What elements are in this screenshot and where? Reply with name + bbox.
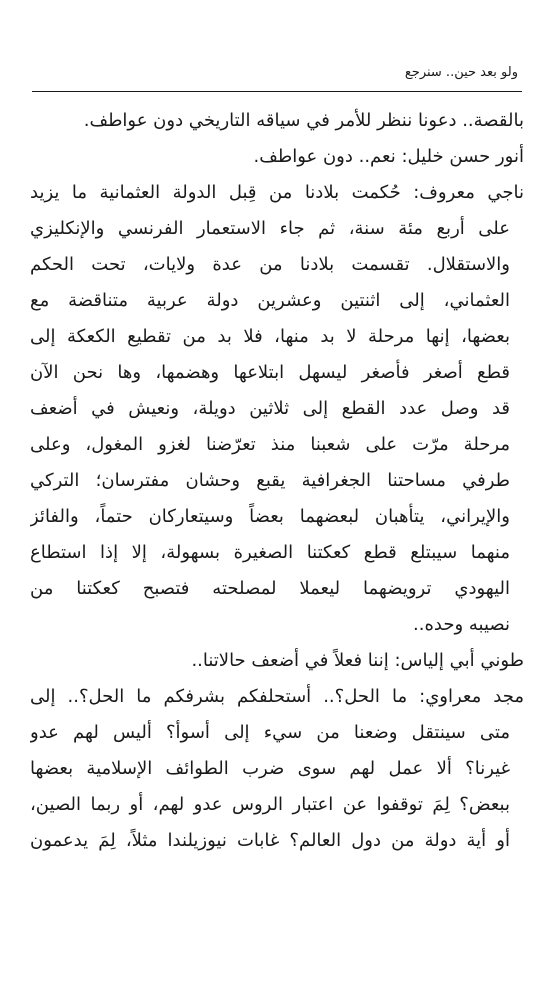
- text-line: مجد معراوي: ما الحل؟.. أستحلفكم بشرفكم ما الحل؟.. إلى: [30, 686, 524, 707]
- running-header: ولو بعد حين.. سنرجع: [404, 65, 518, 80]
- body-text: [30, 103, 524, 859]
- text-line: طرفي مساحتنا الجغرافية يقبع وحشان مفترسان؛ التركي: [30, 470, 510, 491]
- header-rule: [32, 91, 522, 92]
- text-line: مرحلة مرّت على شعبنا منذ تعرّضنا لغزو المغول، وعلى: [30, 434, 510, 455]
- text-line: بالقصة.. دعونا ننظر للأمر في سياقه التاريخي دون عواطف.: [83, 110, 524, 131]
- text-line: أو أية دولة من دول العالم؟ غابات نيوزيلندا مثلاً، لِمَ يدعمون: [30, 830, 510, 851]
- text-line: طوني أبي إلياس: إننا فعلاً في أضعف حالاتنا..: [191, 650, 524, 671]
- text-line: ناجي معروف: حُكمت بلادنا من قِبل الدولة العثمانية ما يزيد: [30, 182, 524, 203]
- text-line: اليهودي ترويضهما ليعملا لمصلحته فتصبح كعكتنا من: [30, 578, 510, 599]
- text-line: نصيبه وحده..: [413, 614, 510, 635]
- text-line: منهما سيبتلع قطع كعكتنا الصغيرة بسهولة، إلا إذا استطاع: [30, 542, 510, 563]
- text-line: قد وصل عدد القطع إلى ثلاثين دويلة، ونعيش في أضعف: [30, 398, 510, 419]
- text-line: بعضها، إنها مرحلة لا بد منها، فلا بد من تقطيع الكعكة إلى: [30, 326, 510, 347]
- text-line: العثماني، إلى اثنتين وعشرين دولة عربية متناقضة مع: [30, 290, 510, 311]
- text-line: ببعض؟ لِمَ توقفوا عن اعتبار الروس عدو لهم، أو ربما الصين،: [30, 794, 510, 815]
- text-line: غيرنا؟ ألا عمل لهم سوى ضرب الطوائف الإسلامية بعضها: [30, 758, 510, 779]
- text-line: على أربع مئة سنة، ثم جاء الاستعمار الفرنسي والإنكليزي: [30, 218, 510, 239]
- text-line: متى سينتقل وضعنا من سيء إلى أسوأ؟ أليس لهم عدو: [30, 722, 510, 743]
- text-line: قطع أصغر فأصغر ليسهل ابتلاعها وهضمها، وها نحن الآن: [30, 362, 510, 383]
- text-line: والاستقلال. تقسمت بلادنا من عدة ولايات، تحت الحكم: [30, 254, 510, 275]
- text-line: أنور حسن خليل: نعم.. دون عواطف.: [253, 146, 524, 167]
- text-line: والإيراني، يتأهبان لبعضهما بعضاً وسيتعاركان حتماً، والفائز: [30, 506, 510, 527]
